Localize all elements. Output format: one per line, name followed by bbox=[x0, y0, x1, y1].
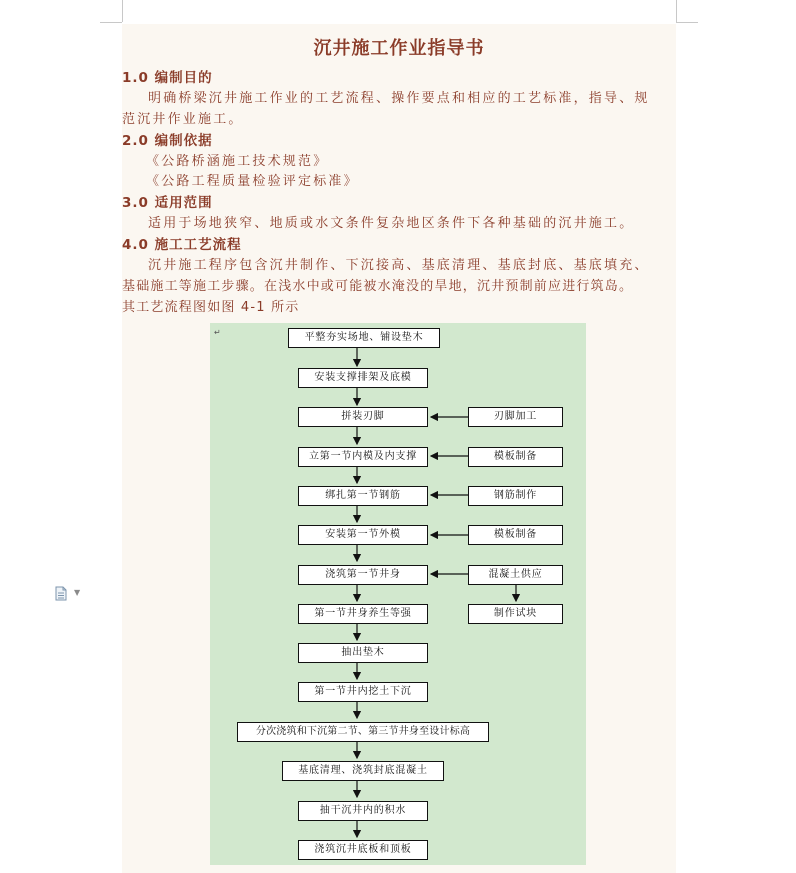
paragraph-mark-icon: ↵ bbox=[214, 328, 221, 337]
section-heading-purpose: 1.0 编制目的 bbox=[122, 70, 213, 86]
flow-step-curing: 第一节井身养生等强 bbox=[298, 604, 428, 624]
page-corner-mark-right-h bbox=[676, 22, 698, 23]
page-title: 沉井施工作业指导书 bbox=[313, 38, 485, 59]
section-heading-process: 4.0 施工工艺流程 bbox=[122, 237, 242, 253]
flow-step-assemble-cutting-edge: 拼装刃脚 bbox=[298, 407, 428, 427]
flow-step-drain-water: 抽干沉井内的积水 bbox=[298, 801, 428, 821]
flow-step-pour-slabs: 浇筑沉井底板和顶板 bbox=[298, 840, 428, 860]
flow-step-inner-formwork: 立第一节内模及内支撑 bbox=[298, 447, 428, 467]
page-corner-mark-right bbox=[676, 0, 677, 22]
flow-side-test-specimens: 制作试块 bbox=[468, 604, 563, 624]
paragraph-line: 范沉井作业施工。 bbox=[122, 112, 244, 127]
flow-step-pour-first-section: 浇筑第一节井身 bbox=[298, 565, 428, 585]
flowchart-connectors bbox=[210, 323, 586, 865]
section-heading-scope: 3.0 适用范围 bbox=[122, 195, 213, 211]
flow-step-staged-sinking: 分次浇筑和下沉第二节、第三节井身至设计标高 bbox=[237, 722, 489, 742]
flow-side-rebar-fabrication: 钢筋制作 bbox=[468, 486, 563, 506]
paragraph-line: 《公路桥涵施工技术规范》 bbox=[146, 154, 329, 169]
paragraph-line: 沉井施工程序包含沉井制作、下沉接高、基底清理、基底封底、基底填充、 bbox=[148, 258, 650, 273]
flow-step-excavate-sink: 第一节井内挖土下沉 bbox=[298, 682, 428, 702]
flow-step-level-site: 平整夯实场地、铺设垫木 bbox=[288, 328, 440, 348]
flow-step-install-bottom-form: 安装支撑排架及底模 bbox=[298, 368, 428, 388]
flow-side-concrete-supply: 混凝土供应 bbox=[468, 565, 563, 585]
paragraph-line: 适用于场地狭窄、地质或水文条件复杂地区条件下各种基础的沉井施工。 bbox=[148, 216, 635, 231]
flow-side-cutting-edge-fabrication: 刃脚加工 bbox=[468, 407, 563, 427]
flow-step-bind-rebar: 绑扎第一节钢筋 bbox=[298, 486, 428, 506]
process-flowchart bbox=[210, 323, 586, 865]
flow-step-seal-bottom: 基底清理、浇筑封底混凝土 bbox=[282, 761, 444, 781]
flow-side-formwork-prep: 模板制备 bbox=[468, 447, 563, 467]
paragraph-line: 基础施工等施工步骤。在浅水中或可能被水淹没的旱地，沉井预制前应进行筑岛。 bbox=[122, 279, 634, 294]
page-corner-mark-left-h bbox=[100, 22, 122, 23]
flow-step-remove-sleepers: 抽出垫木 bbox=[298, 643, 428, 663]
flow-side-formwork-prep-2: 模板制备 bbox=[468, 525, 563, 545]
chevron-down-icon[interactable]: ▼ bbox=[74, 588, 81, 597]
section-heading-basis: 2.0 编制依据 bbox=[122, 133, 213, 149]
paragraph-line: 《公路工程质量检验评定标准》 bbox=[146, 174, 359, 189]
flow-step-outer-formwork: 安装第一节外模 bbox=[298, 525, 428, 545]
paragraph-line: 明确桥梁沉井施工作业的工艺流程、操作要点和相应的工艺标准，指导、规 bbox=[148, 91, 650, 106]
document-icon[interactable] bbox=[55, 586, 67, 601]
page-corner-mark-left bbox=[122, 0, 123, 22]
paragraph-line: 其工艺流程图如图 4-1 所示 bbox=[122, 300, 300, 315]
